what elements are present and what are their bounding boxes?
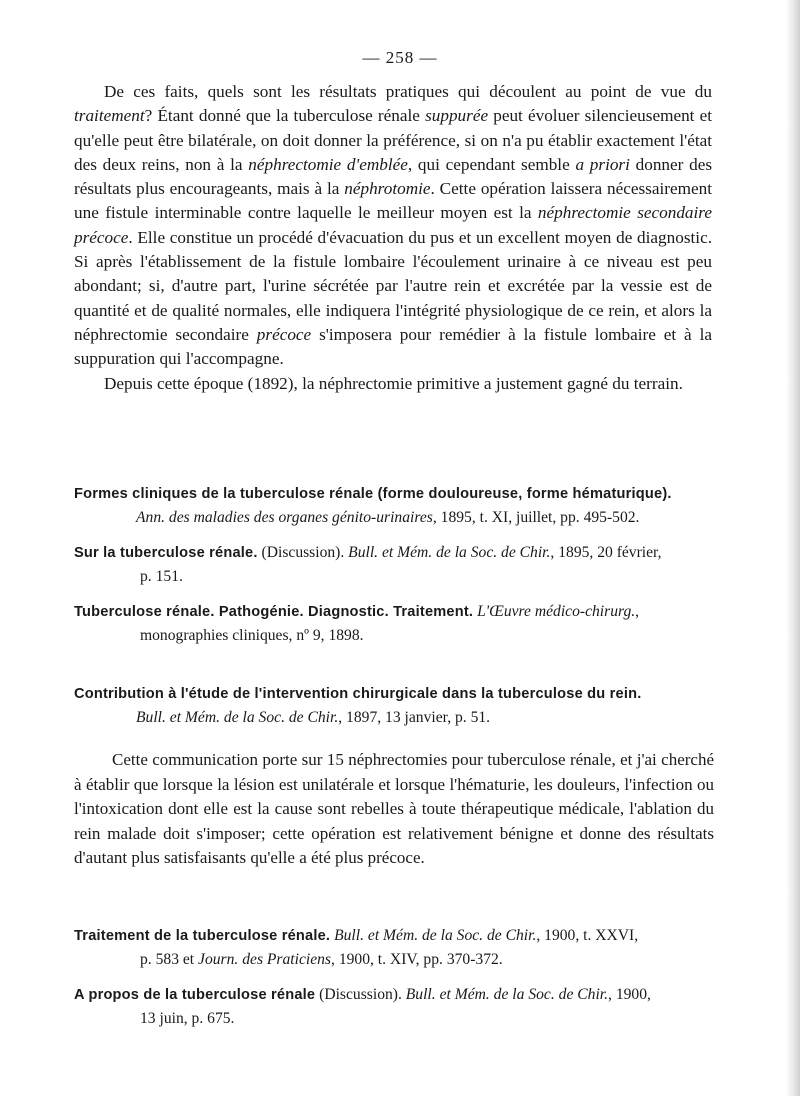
text-run: . Elle constitue un procédé d'évacuation du pus et un excellent moyen de diagnostic. Si après l'établissement de la fistule lombaire l'écoulement urinaire à ce niveau est peu abondant; si, d'autre part, l'urine sécrétée par l'autre rein et excrétée par la vessie est de quantité et de qualité normales, elle indiquera l'intégrité physiologique de ce rein, et alors la néphrectomie secondaire	[74, 227, 712, 344]
entry-line	[74, 541, 714, 565]
italic-run: néphrectomie secondaire précoce	[74, 203, 712, 247]
bibliography-entry-6	[74, 983, 714, 1031]
journal-name: Bull. et Mém. de la Soc. de Chir.	[348, 544, 551, 561]
discussion-note: (Discussion).	[257, 544, 349, 561]
citation-details: , 1895, t. XI, juillet, pp. 495-502.	[432, 509, 640, 526]
text-run: ? Étant donné que la tuberculose rénale	[144, 106, 426, 126]
journal-name: Bull. et Mém. de la Soc. de Chir.	[334, 927, 537, 944]
bibliography-entry-1	[74, 482, 714, 530]
entry-title: Traitement de la tuberculose rénale.	[74, 928, 331, 944]
italic-run: néphrotomie	[344, 179, 431, 199]
journal-name: Journ. des Praticiens	[198, 951, 332, 968]
citation-details: ,	[635, 603, 640, 620]
text-run: p. 583 et	[140, 951, 199, 968]
entry-title: Sur la tuberculose rénale.	[74, 545, 258, 561]
text-run: , qui cependant semble	[407, 154, 576, 174]
journal-name: Bull. et Mém. de la Soc. de Chir.	[405, 986, 609, 1003]
entry-line	[74, 600, 714, 624]
italic-run: a priori	[575, 154, 630, 174]
journal-name: Ann. des maladies des organes génito-urinaires	[136, 509, 433, 526]
entry-title: A propos de la tuberculose rénale	[74, 987, 316, 1003]
description-paragraph: Cette communication porte sur 15 néphrectomies pour tuberculose rénale, et j'ai cherché à établir que lorsque la lésion est unilatérale et lorsque l'hématurie, les douleurs, l'infection ou l'intoxication dont elle est la cause sont rebelles à toute thérapeutique médicale, l'ablation du rein malade doit s'imposer; cette opération est relativement bénigne et donne des résultats d'autant plus satisfaisants qu'elle a été plus précoce.	[74, 750, 714, 867]
journal-name: L'Œuvre médico-chirurg.	[477, 603, 636, 620]
entry-line	[74, 924, 714, 948]
text-run: peut évoluer silencieusement et qu'elle peut être bilatérale, on doit donner la préférence, si on n'a pu établir exactement l'état des deux reins, non à la	[74, 106, 712, 174]
citation-details: , 1897, 13 janvier, p. 51.	[338, 709, 491, 726]
intro-section	[74, 80, 712, 396]
citation-details: , 1900, t. XXVI,	[536, 927, 639, 944]
entry-continuation: p. 151.	[140, 568, 183, 585]
text-run: donner des résultats plus encourageants, mais à la	[74, 154, 713, 199]
intro-paragraph-1	[74, 80, 712, 372]
entry-continuation: 13 juin, p. 675.	[140, 1010, 235, 1027]
text-run: . Cette opération laissera nécessairement une fistule interminable contre laquelle le meilleur moyen est la	[74, 179, 712, 223]
bibliography-entry-4	[74, 682, 714, 730]
entry-title: Formes cliniques de la tuberculose rénale (forme douloureuse, forme hématurique).	[74, 486, 672, 502]
intro-paragraph-2: Depuis cette époque (1892), la néphrectomie primitive a justement gagné du terrain.	[104, 373, 683, 393]
page-edge-shadow	[786, 0, 800, 1096]
italic-run: traitement	[74, 106, 145, 126]
entry-continuation	[74, 948, 714, 972]
citation-details: , 1900,	[608, 986, 651, 1003]
entry-reference	[74, 706, 714, 730]
citation-details: , 1895, 20 février,	[550, 544, 662, 561]
entry-continuation: monographies cliniques, nº 9, 1898.	[140, 627, 364, 644]
text-run: De ces faits, quels sont les résultats pratiques qui découlent au point de vue du	[104, 82, 712, 101]
entry-reference	[74, 506, 714, 530]
citation-details: , 1900, t. XIV, pp. 370-372.	[331, 951, 503, 968]
entry-line	[74, 983, 714, 1007]
journal-name: Bull. et Mém. de la Soc. de Chir.	[136, 709, 339, 726]
text-run: s'imposera pour remédier à la fistule lombaire et à la suppuration qui l'accompagne.	[74, 324, 712, 369]
discussion-note: (Discussion).	[315, 986, 406, 1003]
page-number: — 258 —	[362, 48, 438, 67]
bibliography-entry-5	[74, 924, 714, 972]
italic-run: néphrectomie d'emblée	[248, 154, 408, 174]
entry-title: Contribution à l'étude de l'intervention chirurgicale dans la tuberculose du rein.	[74, 686, 642, 702]
italic-run: suppurée	[425, 106, 489, 126]
bibliography-entry-3	[74, 600, 714, 648]
entry-title: Tuberculose rénale. Pathogénie. Diagnostic. Traitement.	[74, 604, 474, 620]
bibliography-entry-2	[74, 541, 714, 589]
italic-run: précoce	[256, 324, 312, 344]
